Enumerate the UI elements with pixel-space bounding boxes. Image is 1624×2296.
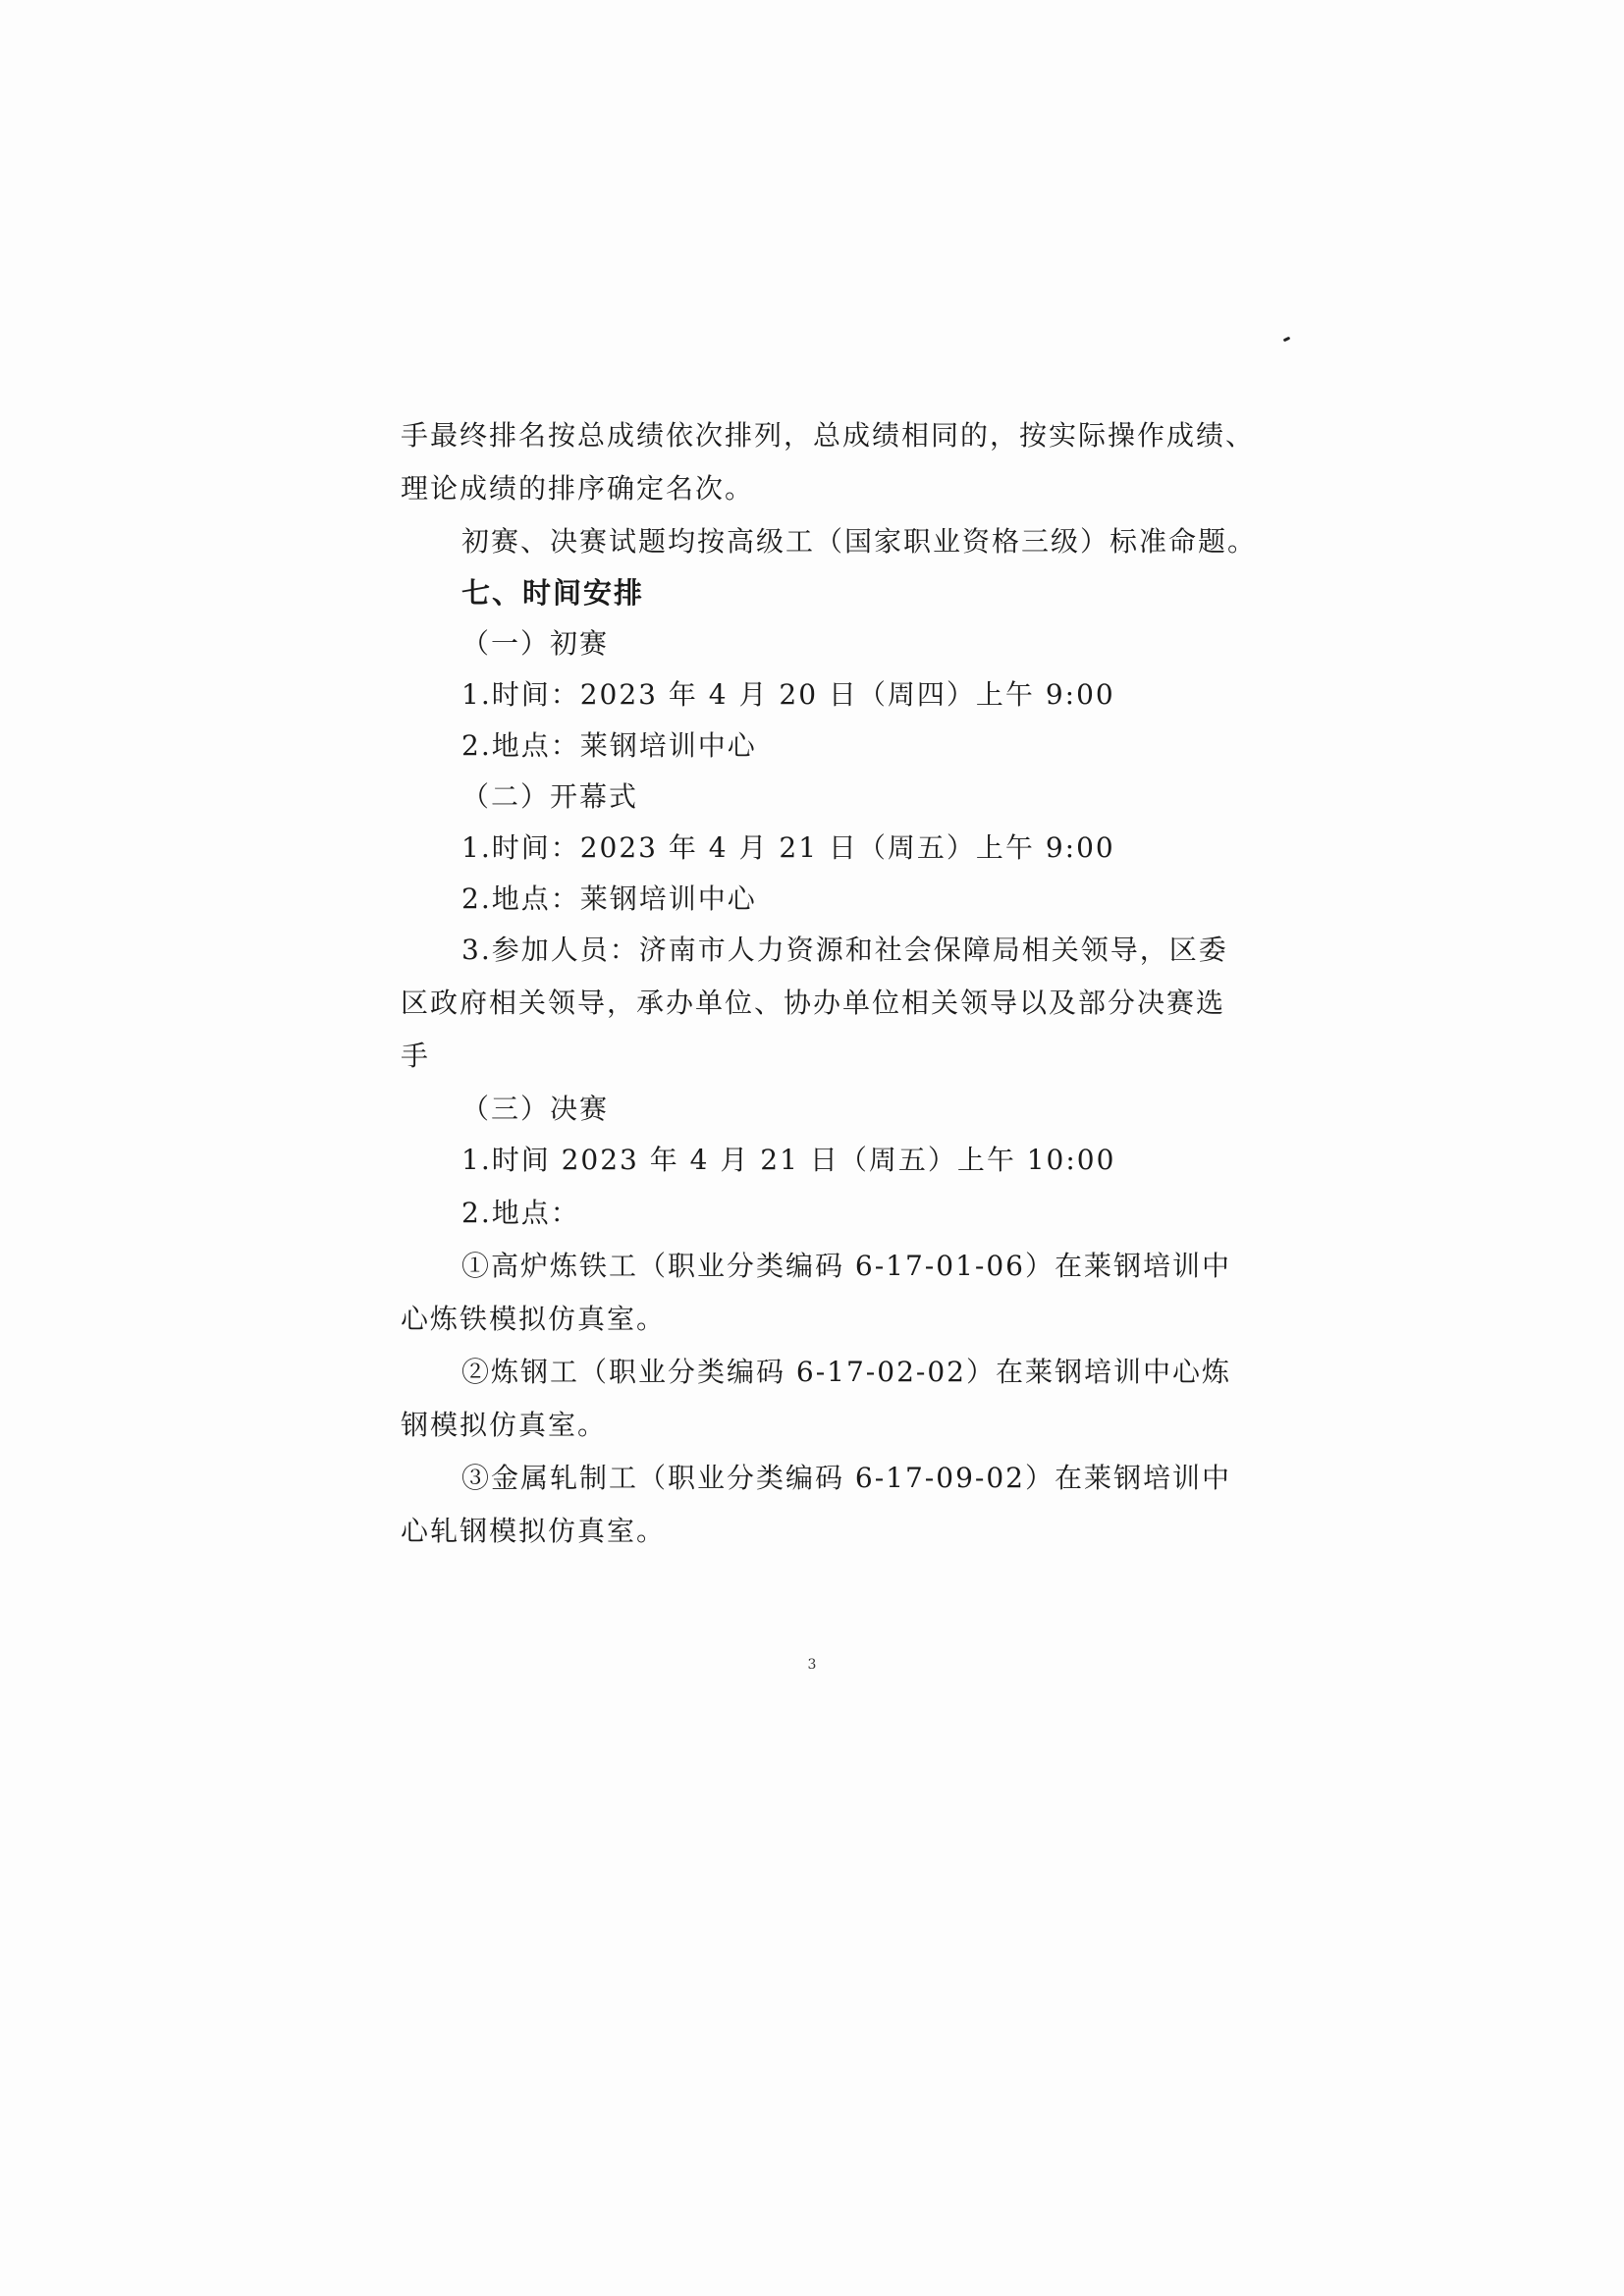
list-item: 1.时间：2023 年 4 月 20 日（周四）上午 9:00 bbox=[461, 678, 1115, 711]
paragraph-line: 手最终排名按总成绩依次排列，总成绩相同的，按实际操作成绩、 bbox=[401, 419, 1256, 452]
list-item: 2.地点： bbox=[461, 1197, 580, 1229]
list-item: 2.地点：莱钢培训中心 bbox=[461, 882, 757, 915]
list-item: 1.时间 2023 年 4 月 21 日（周五）上午 10:00 bbox=[461, 1144, 1116, 1176]
list-item: ②炼钢工（职业分类编码 6-17-02-02）在莱钢培训中心炼 bbox=[461, 1356, 1231, 1388]
paragraph-line: 手 bbox=[401, 1040, 431, 1072]
page-number: 3 bbox=[807, 1657, 817, 1673]
scan-speck bbox=[1283, 337, 1291, 343]
paragraph-line: 钢模拟仿真室。 bbox=[401, 1409, 608, 1441]
paragraph-line: 理论成绩的排序确定名次。 bbox=[401, 472, 755, 505]
paragraph-line: 区政府相关领导，承办单位、协办单位相关领导以及部分决赛选 bbox=[401, 987, 1226, 1019]
subsection-title: （一）初赛 bbox=[461, 627, 610, 660]
section-heading: 七、时间安排 bbox=[461, 576, 645, 610]
list-item: 3.参加人员：济南市人力资源和社会保障局相关领导，区委 bbox=[461, 934, 1228, 966]
paragraph-line: 初赛、决赛试题均按高级工（国家职业资格三级）标准命题。 bbox=[461, 525, 1258, 558]
paragraph-line: 心轧钢模拟仿真室。 bbox=[401, 1515, 667, 1547]
subsection-title: （二）开幕式 bbox=[461, 780, 639, 813]
list-item: 2.地点：莱钢培训中心 bbox=[461, 729, 757, 762]
subsection-title: （三）决赛 bbox=[461, 1093, 610, 1125]
paragraph-line: 心炼铁模拟仿真室。 bbox=[401, 1303, 667, 1335]
list-item: 1.时间：2023 年 4 月 21 日（周五）上午 9:00 bbox=[461, 831, 1115, 864]
list-item: ③金属轧制工（职业分类编码 6-17-09-02）在莱钢培训中 bbox=[461, 1462, 1231, 1494]
list-item: ①高炉炼铁工（职业分类编码 6-17-01-06）在莱钢培训中 bbox=[461, 1250, 1231, 1282]
